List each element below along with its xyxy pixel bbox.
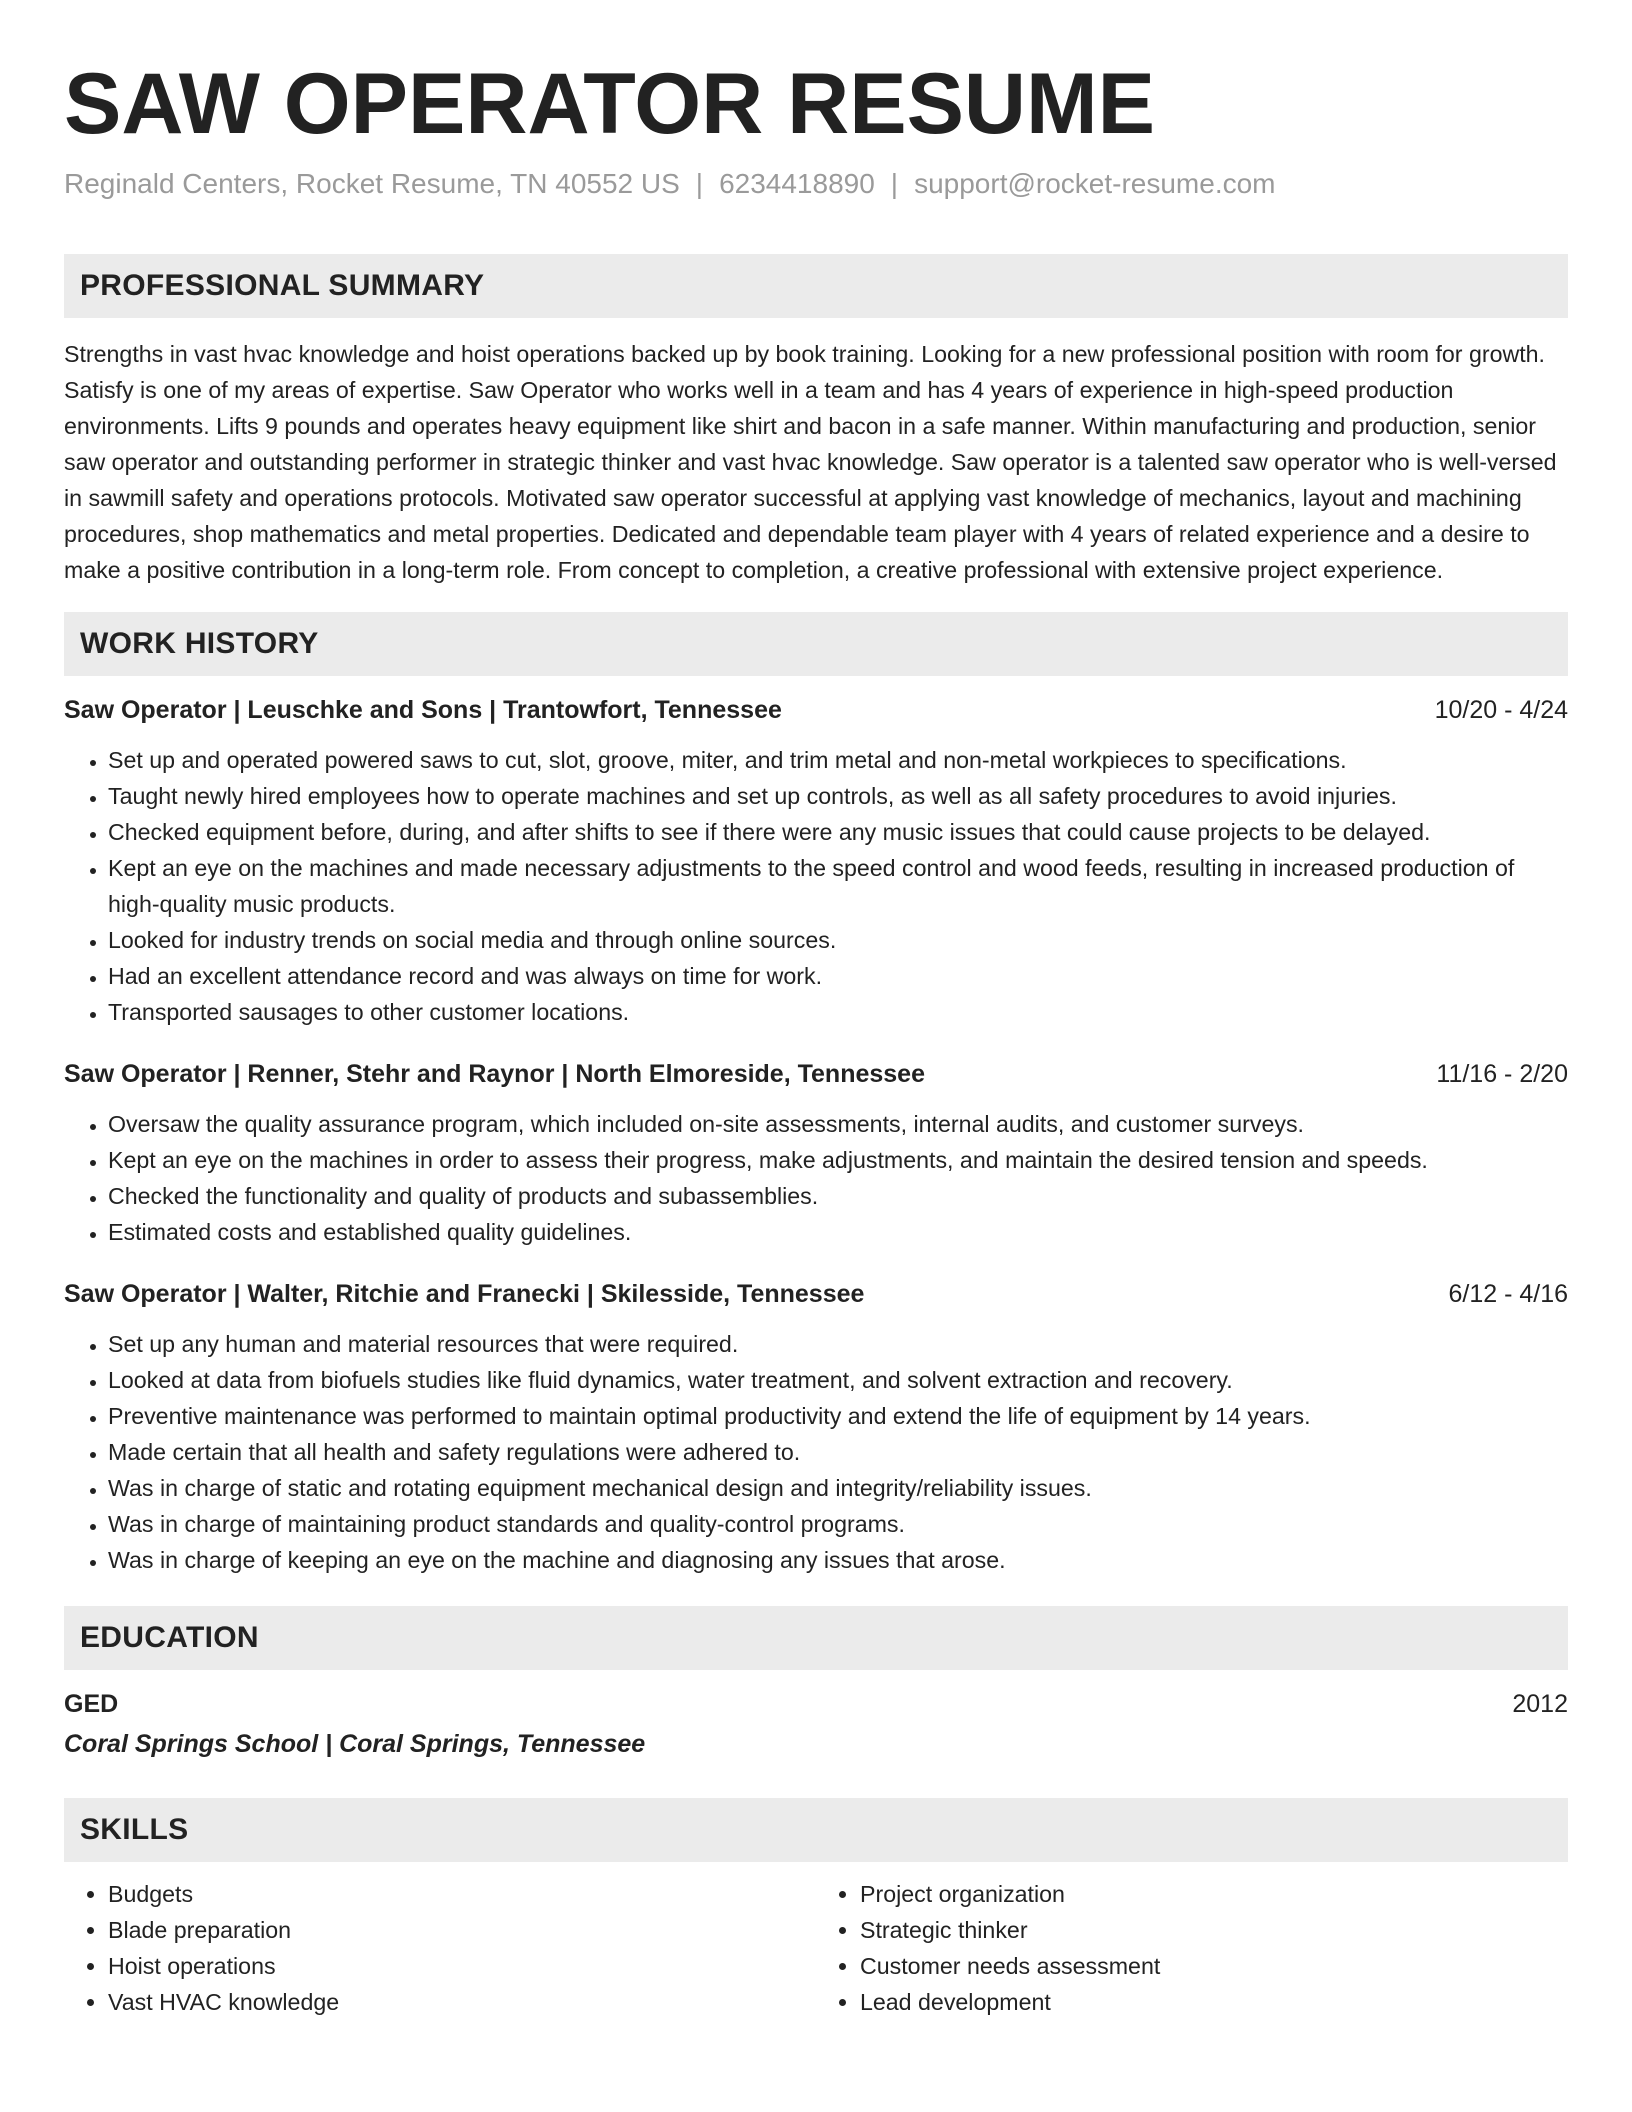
education-year: 2012 xyxy=(1512,1690,1568,1718)
list-item: • Was in charge of maintaining product standards and quality-control programs. xyxy=(108,1506,1568,1542)
contact-separator: | xyxy=(695,168,704,199)
job-title: Saw Operator | Walter, Ritchie and Franecki | Skilesside, Tennessee xyxy=(64,1280,865,1308)
section-title: EDUCATION xyxy=(80,1621,259,1654)
section-title: SKILLS xyxy=(80,1813,189,1846)
job-title: Saw Operator | Leuschke and Sons | Trantowfort, Tennessee xyxy=(64,696,782,724)
section-header-education xyxy=(64,1606,1568,1670)
job-dates: 6/12 - 4/16 xyxy=(1448,1280,1568,1308)
summary-text: Strengths in vast hvac knowledge and hoist operations backed up by book training. Looking for a new professional position with room for growth. Satisfy is one of my areas of expertise. Saw Operator who works well in a team and has 4 years of experience in high-speed production environments. Lifts 9 pounds and operates heavy equipment like shirt and bacon in a safe manner. Within manufacturing and production, senior saw operator and outstanding performer in strategic thinker and vast hvac knowledge. Saw operator is a talented saw operator who is well-versed in sawmill safety and operations protocols. Motivated saw operator successful at applying vast knowledge of mechanics, layout and machining procedures, shop mathematics and metal properties. Dedicated and dependable team player with 4 years of related experience and a desire to make a positive contribution in a long-term role. From concept to completion, a creative professional with extensive project experience. xyxy=(64,341,1557,583)
job-entry xyxy=(64,1056,1568,1250)
job-header xyxy=(64,1056,1568,1092)
section-title: WORK HISTORY xyxy=(80,627,319,660)
list-item: • Checked the functionality and quality of products and subassemblies. xyxy=(108,1178,1568,1214)
list-item: • Set up and operated powered saws to cut, slot, groove, miter, and trim metal and non-metal workpieces to specifications. xyxy=(108,742,1568,778)
job-header xyxy=(64,692,1568,728)
list-item: • Kept an eye on the machines and made necessary adjustments to the speed control and wood feeds, resulting in increased production of high-quality music products. xyxy=(108,850,1568,922)
list-item: • Checked equipment before, during, and after shifts to see if there were any music issues that could cause projects to be delayed. xyxy=(108,814,1568,850)
job-bullets xyxy=(64,742,1568,1030)
section-header-work-history xyxy=(64,612,1568,676)
education-header xyxy=(64,1686,1568,1722)
skills-column-right xyxy=(816,1876,1568,2020)
list-item: • Blade preparation xyxy=(108,1912,816,1948)
contact-email: support@rocket-resume.com xyxy=(914,168,1276,199)
job-dates: 11/16 - 2/20 xyxy=(1436,1060,1568,1088)
list-item: • Customer needs assessment xyxy=(860,1948,1568,1984)
job-bullets xyxy=(64,1106,1568,1250)
contact-separator: | xyxy=(890,168,899,199)
contact-line xyxy=(64,166,1568,202)
list-item: • Transported sausages to other customer locations. xyxy=(108,994,1568,1030)
job-title: Saw Operator | Renner, Stehr and Raynor | North Elmoreside, Tennessee xyxy=(64,1060,925,1088)
list-item: • Had an excellent attendance record and was always on time for work. xyxy=(108,958,1568,994)
skills-column-left xyxy=(64,1876,816,2020)
list-item: • Project organization xyxy=(860,1876,1568,1912)
job-entry xyxy=(64,692,1568,1030)
list-item: • Looked for industry trends on social media and through online sources. xyxy=(108,922,1568,958)
job-dates: 10/20 - 4/24 xyxy=(1434,696,1568,724)
education-school: Coral Springs School | Coral Springs, Tennessee xyxy=(64,1730,646,1758)
list-item: • Set up any human and material resources that were required. xyxy=(108,1326,1568,1362)
list-item: • Strategic thinker xyxy=(860,1912,1568,1948)
list-item: • Kept an eye on the machines in order to assess their progress, make adjustments, and maintain the desired tension and speeds. xyxy=(108,1142,1568,1178)
section-title: PROFESSIONAL SUMMARY xyxy=(80,269,485,302)
section-header-skills xyxy=(64,1798,1568,1862)
job-header xyxy=(64,1276,1568,1312)
list-item: • Was in charge of static and rotating equipment mechanical design and integrity/reliability issues. xyxy=(108,1470,1568,1506)
skills-list xyxy=(64,1876,1568,2020)
resume-title: SAW OPERATOR RESUME xyxy=(64,56,1156,152)
list-item: • Lead development xyxy=(860,1984,1568,2020)
list-item: • Preventive maintenance was performed to maintain optimal productivity and extend the life of equipment by 14 years. xyxy=(108,1398,1568,1434)
contact-address: Reginald Centers, Rocket Resume, TN 40552 US xyxy=(64,168,680,199)
list-item: • Vast HVAC knowledge xyxy=(108,1984,816,2020)
list-item: • Looked at data from biofuels studies like fluid dynamics, water treatment, and solvent extraction and recovery. xyxy=(108,1362,1568,1398)
job-bullets xyxy=(64,1326,1568,1578)
education-degree: GED xyxy=(64,1690,119,1718)
list-item: • Made certain that all health and safety regulations were adhered to. xyxy=(108,1434,1568,1470)
list-item: • Taught newly hired employees how to operate machines and set up controls, as well as all safety procedures to avoid injuries. xyxy=(108,778,1568,814)
job-entry xyxy=(64,1276,1568,1578)
list-item: • Hoist operations xyxy=(108,1948,816,1984)
list-item: • Oversaw the quality assurance program, which included on-site assessments, internal audits, and customer surveys. xyxy=(108,1106,1568,1142)
contact-phone: 6234418890 xyxy=(719,168,875,199)
list-item: • Estimated costs and established quality guidelines. xyxy=(108,1214,1568,1250)
list-item: • Was in charge of keeping an eye on the machine and diagnosing any issues that arose. xyxy=(108,1542,1568,1578)
list-item: • Budgets xyxy=(108,1876,816,1912)
section-header-summary xyxy=(64,254,1568,318)
